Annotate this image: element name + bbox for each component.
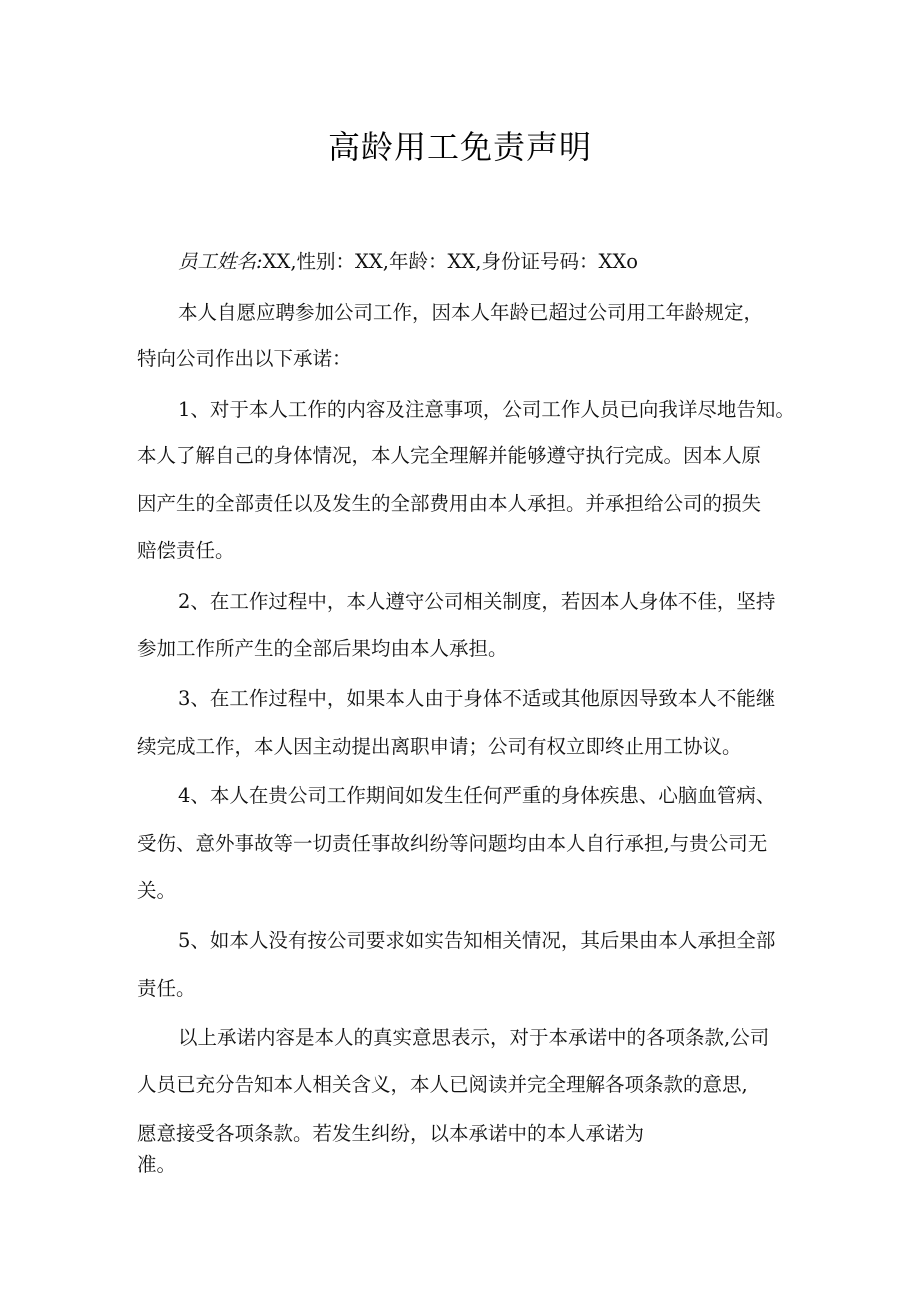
closing-line: 以上承诺内容是本人的真实意思表示，对于本承诺中的各项条款,公司 — [178, 1026, 770, 1049]
clause-5-line: 责任。 — [137, 977, 196, 1000]
employee-name-label: 员工姓名: — [178, 250, 263, 273]
closing-line: 愿意接受各项条款。若发生纠纷，以本承诺中的本人承诺为 — [137, 1122, 645, 1145]
clause-3-line: 续完成工作，本人因主动提出离职申请；公司有权立即终止用工协议。 — [137, 735, 742, 758]
clause-2-line: 2、在工作过程中，本人遵守公司相关制度，若因本人身体不佳，坚持 — [178, 590, 776, 613]
clause-4-line: 受伤、意外事故等一切责任事故纠纷等问题均由本人自行承担,与贵公司无 — [137, 832, 768, 855]
paragraph-line: 特向公司作出以下承诺： — [137, 347, 352, 370]
clause-1-line: 赔偿责任。 — [137, 539, 235, 562]
paragraph-line: 本人自愿应聘参加公司工作，因本人年龄已超过公司用工年龄规定， — [178, 301, 764, 324]
closing-line: 准。 — [137, 1153, 177, 1176]
clause-1-line: 本人了解自己的身体情况，本人完全理解并能够遵守执行完成。因本人原 — [137, 444, 762, 467]
clause-3-line: 3、在工作过程中，如果本人由于身体不适或其他原因导致本人不能继 — [178, 687, 776, 710]
clause-1-line: 因产生的全部责任以及发生的全部费用由本人承担。并承担给公司的损失 — [137, 492, 762, 515]
clause-5-line: 5、如本人没有按公司要求如实告知相关情况，其后果由本人承担全部 — [178, 929, 776, 952]
clause-4-line: 4、本人在贵公司工作期间如发生任何严重的身体疾患、心脑血管病、 — [178, 784, 776, 807]
clause-4-line: 关。 — [137, 879, 177, 902]
clause-2-line: 参加工作所产生的全部后果均由本人承担。 — [137, 637, 508, 660]
employee-info-line — [178, 248, 638, 276]
employee-info-values: XX,性别：XX,年龄：XX,身份证号码：XXo — [262, 250, 638, 273]
clause-1-line: 1、对于本人工作的内容及注意事项，公司工作人员已向我详尽地告知。 — [178, 398, 795, 421]
closing-line: 人员已充分告知本人相关含义，本人已阅读并完全理解各项条款的意思, — [137, 1073, 748, 1096]
page-title: 高龄用工免责声明 — [327, 128, 592, 166]
